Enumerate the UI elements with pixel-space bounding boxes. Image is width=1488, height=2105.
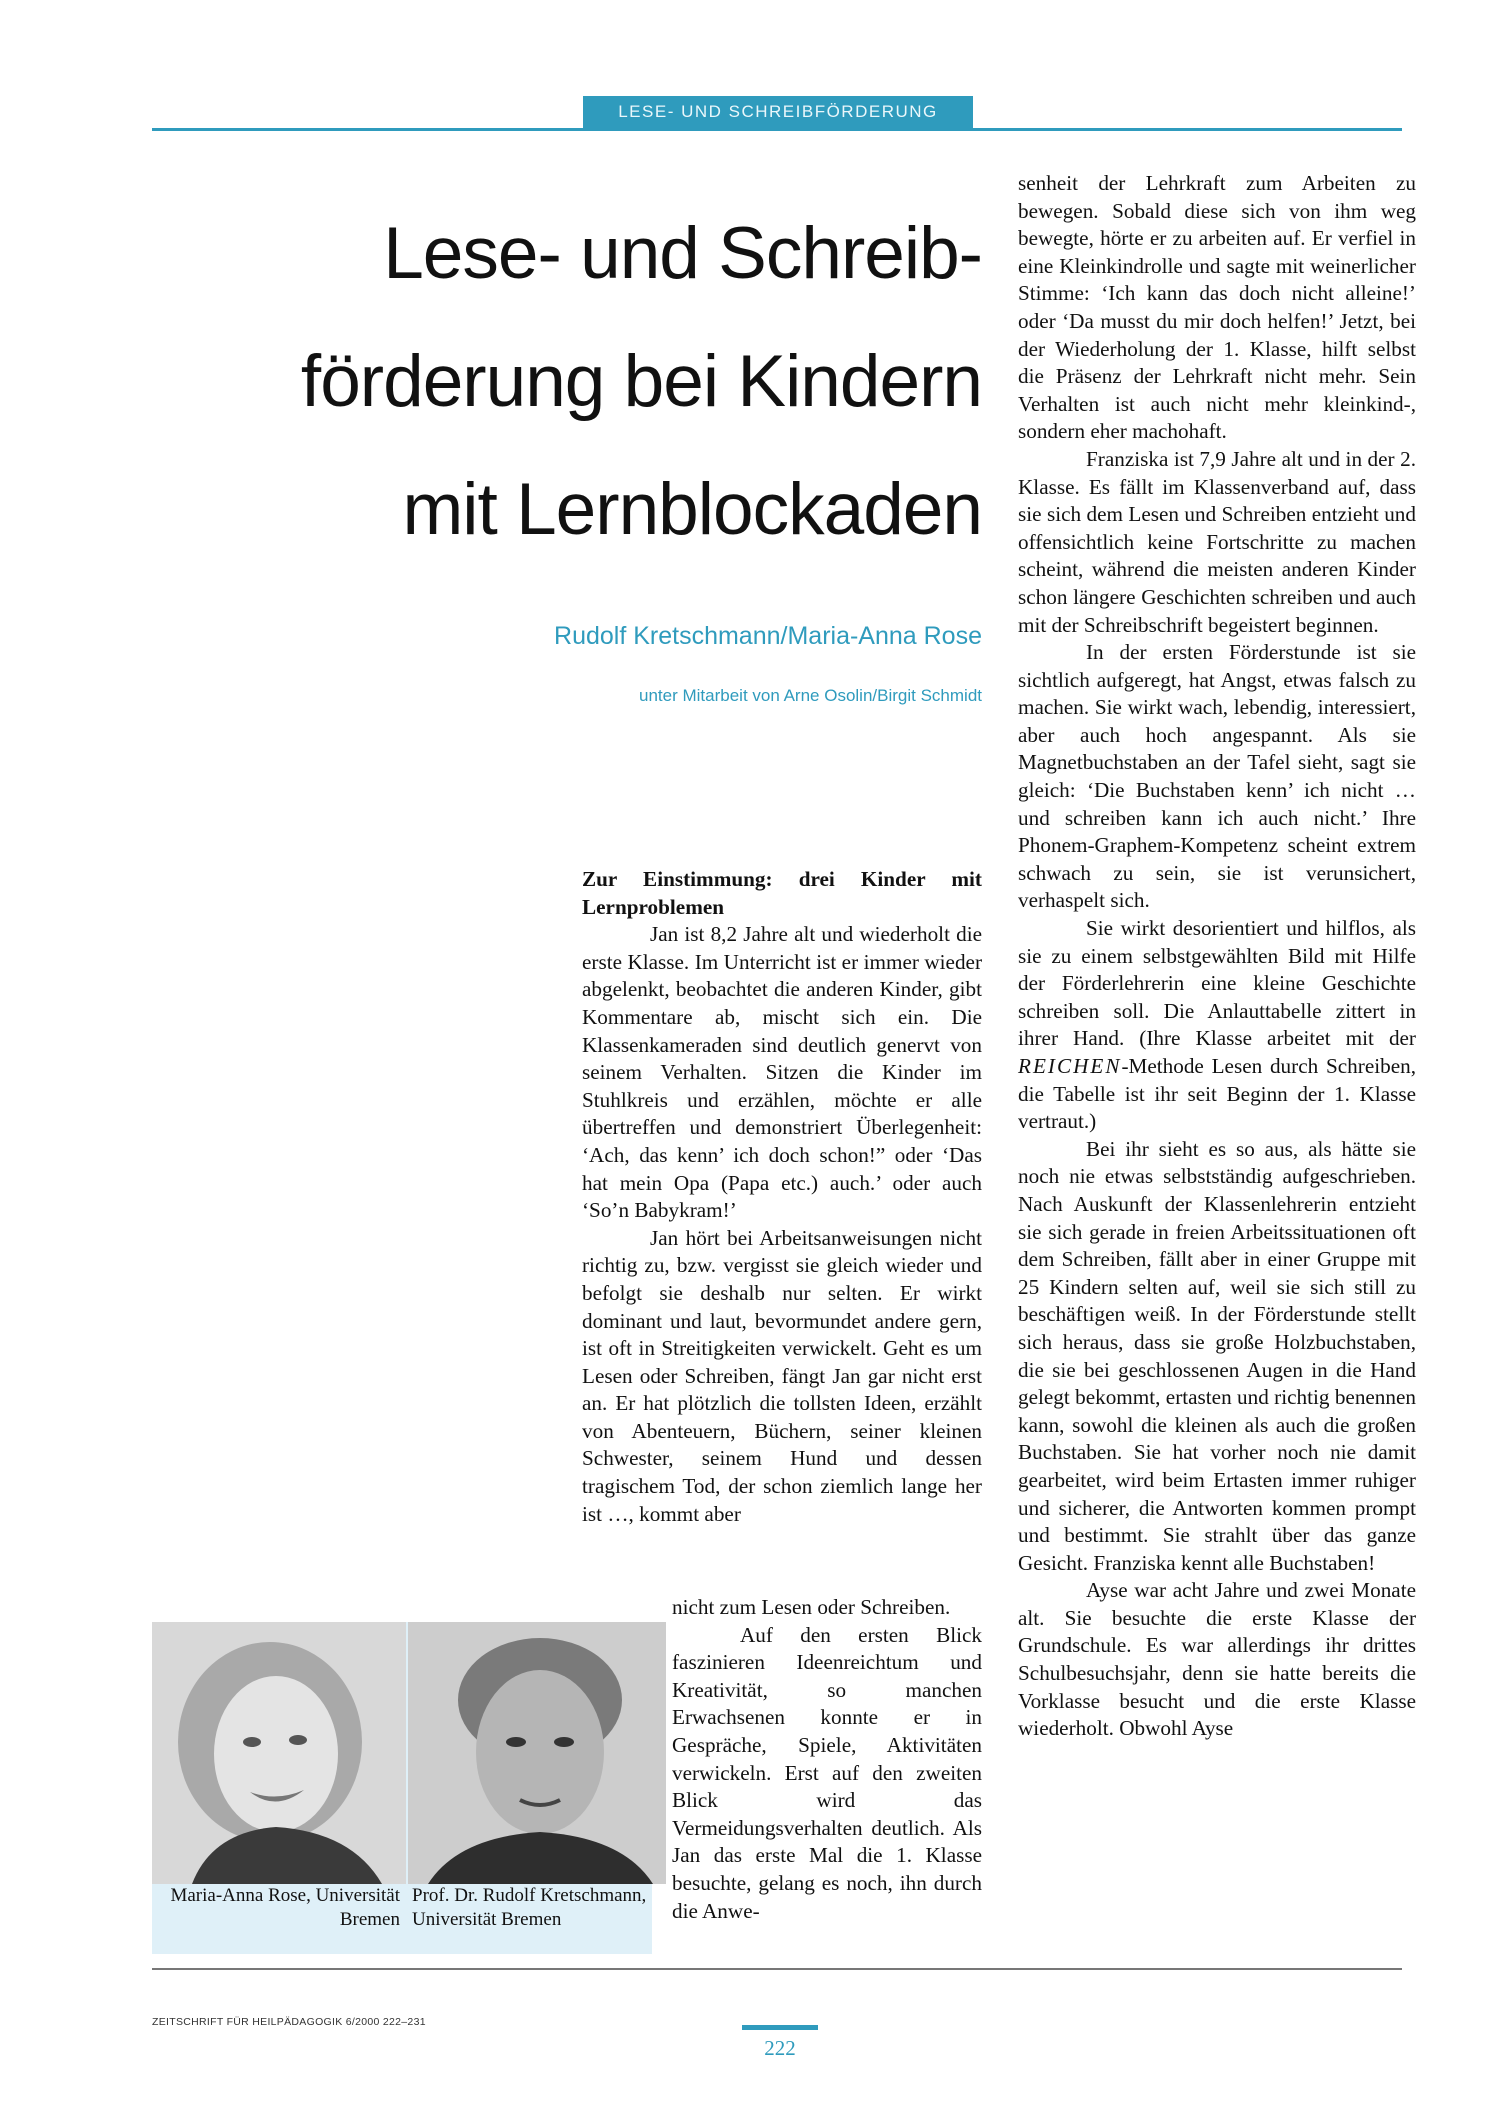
title-line-3: mit Lernblockaden <box>402 469 982 550</box>
header-rule <box>152 128 1402 131</box>
title-line-1: Lese- und Schreib- <box>383 213 982 294</box>
paragraph: senheit der Lehrkraft zum Arbeiten zu bewegen. Sobald diese sich von ihm weg bewegte, hörte er zu arbeiten auf. Er verfiel in eine Kleinkindrolle und sagte mit weinerlicher Stimme: ‘Ich kann das doch nicht alleine!’ oder ‘Da musst du mir doch helfen!’ Jetzt, bei der Wiederholung der 1. Klasse, hilft selbst die Präsenz der Lehrkraft nicht mehr. Sein Verhalten ist auch nicht mehr kleinkind-, sondern eher machohaft. <box>1018 171 1416 444</box>
woman-portrait-icon <box>152 1622 406 1884</box>
paragraph: Auf den ersten Blick faszinieren Ideenreichtum und Kreativität, so manchen Erwachsenen konnte er in Gespräche, Spiele, Aktivitäten verwickeln. Erst auf den zweiten Blick wird das Vermeidungsverhalten deutlich. Als Jan das erste Mal die 1. Klasse besuchte, gelang es noch, ihn durch die Anwe- <box>672 1622 982 1923</box>
photo-caption-left: Maria-Anna Rose, Universität Bremen <box>170 1885 400 1930</box>
text-span: -Methode Lesen durch Schreiben, die Tabelle ist ihr seit Beginn der 1. Klasse vertraut.) <box>1018 1054 1416 1134</box>
page-number: 222 <box>764 2036 796 2060</box>
middle-column-narrow <box>672 1594 982 1925</box>
paragraph: In der ersten Förderstunde ist sie sichtlich aufgeregt, hat Angst, etwas falsch zu machen. Sie wirkt wach, lebendig, interessiert, aber auch hoch angespannt. Als sie Magnetbuchstaben an der Tafel sieht, sagt sie gleich: ‘Die Buchstaben kenn’ ich nicht … und schreiben kann ich auch nicht.’ Ihre Phonem-Graphem-Kompetenz scheint extrem schwach zu sein, sie ist verunsichert, verhaspelt sich. <box>1018 640 1416 913</box>
article-title <box>152 190 982 574</box>
article-coauthors: unter Mitarbeit von Arne Osolin/Birgit Schmidt <box>639 686 982 705</box>
title-line-2: förderung bei Kindern <box>300 341 982 422</box>
photo-caption-right: Prof. Dr. Rudolf Kretschmann, Universität Bremen <box>412 1885 647 1930</box>
article-authors: Rudolf Kretschmann/Maria-Anna Rose <box>554 622 982 650</box>
paragraph: nicht zum Lesen oder Schreiben. <box>672 1595 951 1619</box>
paragraph <box>1018 915 1416 1136</box>
paragraph: Jan hört bei Arbeitsanweisungen nicht richtig zu, bzw. vergisst sie gleich wieder und befolgt sie deshalb nur selten. Er wirkt dominant und laut, bevormundet andere gern, ist oft in Streitigkeiten verwickelt. Geht es um Lesen oder Schreiben, fängt Jan gar nicht erst an. Er hat plötzlich die tollsten Ideen, erzählt von Abenteuern, Büchern, seiner kleinen Schwester, seinem Hund und dessen tragischem Tod, der schon ziemlich lange her ist …, kommt aber <box>582 1225 982 1526</box>
page-number-bar <box>742 2025 818 2030</box>
middle-column <box>582 866 982 1528</box>
journal-reference: ZEITSCHRIFT FÜR HEILPÄDAGOGIK 6/2000 222–231 <box>152 2016 426 2028</box>
portrait-photo-right <box>408 1622 666 1884</box>
paragraph: Ayse war acht Jahre und zwei Monate alt. Sie besuchte die erste Klasse der Grundschule. Es war allerdings ihr drittes Schulbesuchsjahr, denn sie hatte bereits die Vorklasse besucht und die erste Klasse wiederholt. Obwohl Ayse <box>1018 1578 1416 1741</box>
section-heading: Zur Einstimmung: drei Kinder mit Lernproblemen <box>582 867 982 919</box>
man-portrait-icon <box>408 1622 666 1884</box>
portrait-photo-left <box>152 1622 406 1884</box>
paragraph: Franziska ist 7,9 Jahre alt und in der 2. Klasse. Es fällt im Klassenverband auf, dass sie sich dem Lesen und Schreiben entzieht und offensichtlich keine Fortschritte zu machen scheint, während die meisten anderen Kinder schon längere Geschichten schreiben und auch mit der Schreibschrift begeistert beginnen. <box>1018 446 1416 637</box>
paragraph: Bei ihr sieht es so aus, als hätte sie noch nie etwas selbstständig aufgeschrieben. Nach Auskunft der Klassenlehrerin entzieht sie sich gerade in freien Arbeitssituationen oft dem Schreiben, fällt aber in einer Gruppe mit 25 Kindern selten auf, weil sie sich still zu beschäftigen weiß. In der Förderstunde stellt sich heraus, dass sie große Holzbuchstaben, die sie bei geschlossenen Augen in die Hand gelegt bekommt, ertasten und richtig benennen kann, sowohl die kleinen als auch die großen Buchstaben. Sie hat vorher noch nie damit gearbeitet, wird beim Ertasten immer ruhiger und sicherer, die Antworten kommen prompt und bestimmt. Sie strahlt über das ganze Gesicht. Franziska kennt alle Buchstaben! <box>1018 1136 1416 1575</box>
section-header-tab: LESE- UND SCHREIBFÖRDERUNG <box>583 96 973 128</box>
text-span: Sie wirkt desorientiert und hilflos, als sie zu einem selbstgewählten Bild mit Hilfe der Förderlehrerin eine kleine Geschichte schreiben soll. Die Anlauttabelle zittert in ihrer Hand. (Ihre Klasse arbeitet mit der <box>1018 916 1416 1051</box>
right-column <box>1018 170 1416 1743</box>
paragraph: Jan ist 8,2 Jahre alt und wiederholt die erste Klasse. Im Unterricht ist er immer wieder abgelenkt, beobachtet die anderen Kinder, gibt Kommentare ab, mischt sich ein. Die Klassenkameraden sind deutlich genervt von seinem Verhalten. Sitzen die Kinder im Stuhlkreis und erzählen, möchte er alle übertreffen und demonstriert Überlegenheit: ‘Ach, das kenn’ ich doch schon!” oder ‘Das hat mein Opa (Papa etc.) auch.’ oder auch ‘So’n Babykram!’ <box>582 922 982 1223</box>
method-name: REICHEN <box>1018 1054 1122 1078</box>
footer-rule <box>152 1968 1402 1970</box>
